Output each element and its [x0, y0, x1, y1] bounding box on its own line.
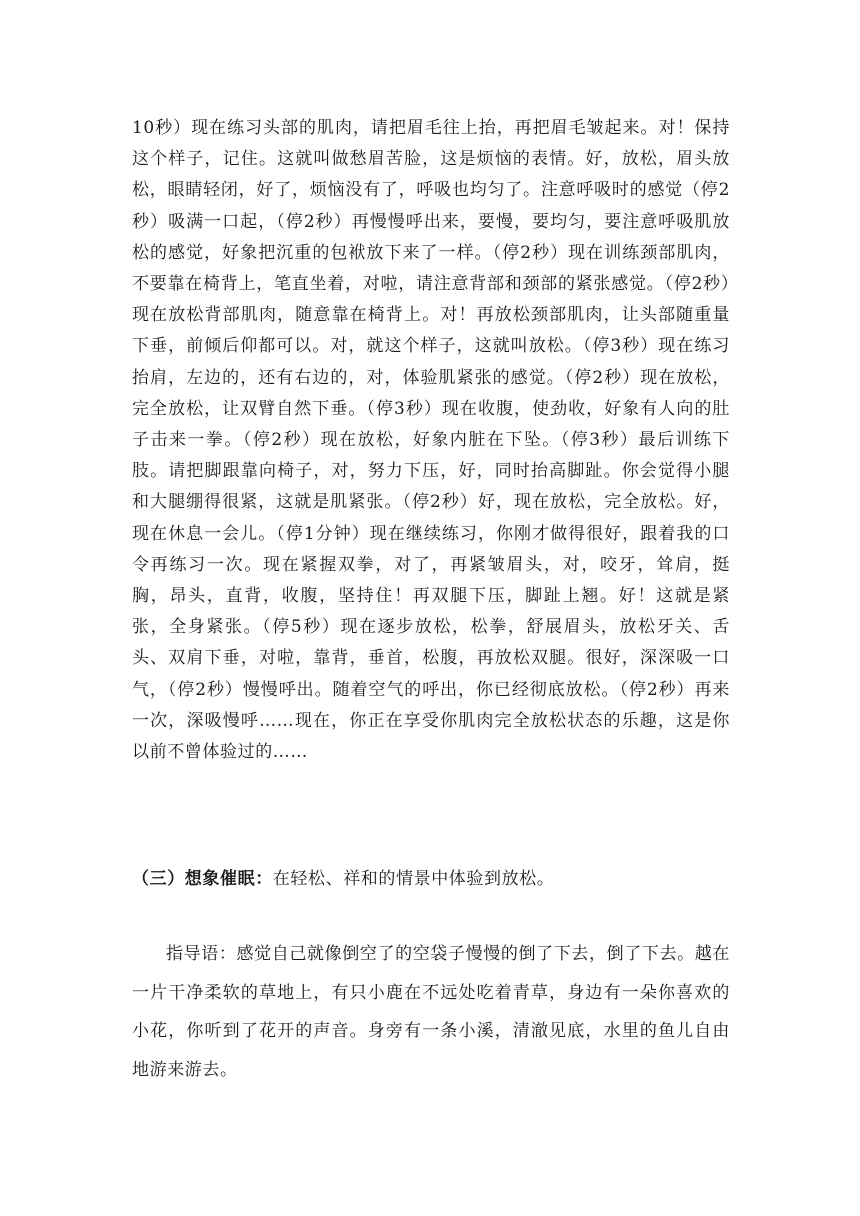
- section-heading-label: （三）想象催眠：: [132, 869, 273, 889]
- section-heading-text: 在轻松、祥和的情景中体验到放松。: [272, 869, 555, 889]
- relaxation-script-paragraph: 10秒）现在练习头部的肌肉，请把眉毛往上抬，再把眉毛皱起来。对！保持这个样子，记住。这就叫做愁眉苦脸，这是烦恼的表情。好，放松，眉头放松，眼睛轻闭，好了，烦恼没有了，呼吸也均匀了。注意呼吸时的感觉（停2秒）吸满一口起，（停2秒）再慢慢呼出来，要慢，要均匀，要注意呼吸肌放松的感觉，好象把沉重的包袱放下来了一样。（停2秒）现在训练颈部肌肉，不要靠在椅背上，笔直坐着，对啦，请注意背部和颈部的紧张感觉。（停2秒）现在放松背部肌肉，随意靠在椅背上。对！再放松颈部肌肉，让头部随重量下垂，前倾后仰都可以。对，就这个样子，这就叫放松。（停3秒）现在练习抬肩，左边的，还有右边的，对，体验肌紧张的感觉。（停2秒）现在放松，完全放松，让双臂自然下垂。（停3秒）现在收腹，使劲收，好象有人向的肚子击来一拳。（停2秒）现在放松，好象内脏在下坠。（停3秒）最后训练下肢。请把脚跟靠向椅子，对，努力下压，好，同时抬高脚趾。你会觉得小腿和大腿绷得很紧，这就是肌紧张。（停2秒）好，现在放松，完全放松。好，现在休息一会儿。（停1分钟）现在继续练习，你刚才做得很好，跟着我的口令再练习一次。现在紧握双拳，对了，再紧皱眉头，对，咬牙，耸肩，挺胸，昂头，直背，收腹，坚持住！再双腿下压，脚趾上翘。好！这就是紧张，全身紧张。（停5秒）现在逐步放松，松拳，舒展眉头，放松牙关、舌头、双肩下垂，对啦，靠背，垂首，松腹，再放松双腿。很好，深深吸一口气，（停2秒）慢慢呼出。随着空气的呼出，你已经彻底放松。（停2秒）再来一次，深吸慢呼……现在，你正在享受你肌肉完全放松状态的乐趣，这是你以前不曾体验过的……: [132, 118, 730, 763]
- guidance-paragraph: 指导语：感觉自己就像倒空了的空袋子慢慢的倒了下去，倒了下去。越在一片干净柔软的草地上，有只小鹿在不远处吃着青草，身边有一朵你喜欢的小花，你听到了花开的声音。身旁有一条小溪，清澈见底，水里的鱼儿自由地游来游去。: [132, 944, 730, 1080]
- section-heading-imagery-hypnosis: [132, 866, 730, 892]
